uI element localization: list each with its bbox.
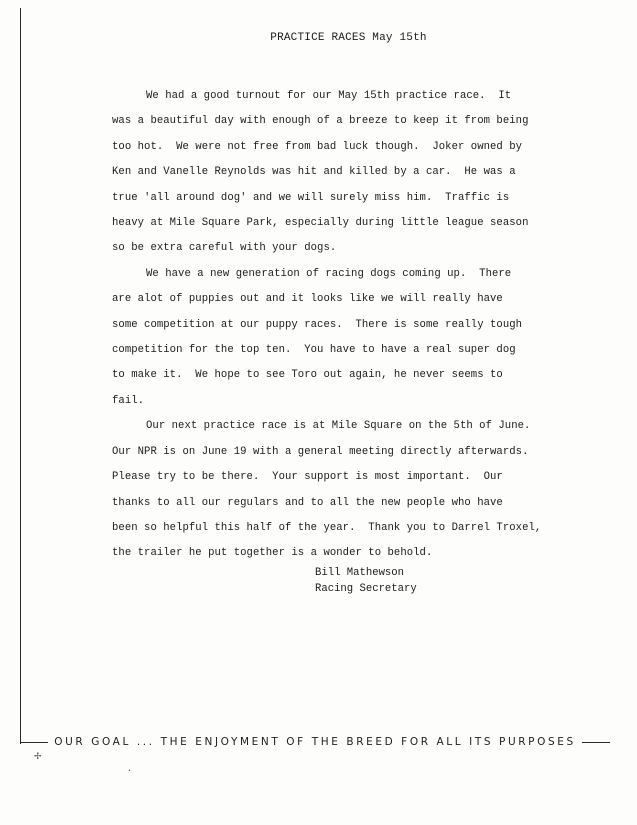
footer-banner <box>20 734 610 750</box>
text-line: are alot of puppies out and it looks like we will really have <box>112 293 503 306</box>
text-line: We had a good turnout for our May 15th practice race. It <box>146 90 512 102</box>
text-line: We have a new generation of racing dogs coming up. There <box>146 267 512 280</box>
page-title: PRACTICE RACES May 15th <box>270 32 427 44</box>
text-line: Our NPR is on June 19 with a general meeting directly afterwards. <box>112 445 529 458</box>
text-line: fail. <box>112 394 145 407</box>
text-line: thanks to all our regulars and to all the new people who have <box>112 496 503 509</box>
paper-speck: • <box>128 768 131 774</box>
text-line: too hot. We were not free from bad luck though. Joker owned by <box>112 140 523 153</box>
text-line: Please try to be there. Your support is most important. Our <box>112 471 503 484</box>
text-line: been so helpful this half of the year. Thank you to Darrel Troxel, <box>112 521 542 534</box>
text-line: Our next practice race is at Mile Square on the 5th of June. <box>146 420 531 433</box>
text-line: the trailer he put together is a wonder to behold. <box>112 547 433 560</box>
text-line: heavy at Mile Square Park, especially during little league season <box>112 217 529 230</box>
signature-name: Bill Mathewson <box>315 567 405 579</box>
left-margin-rule <box>20 8 21 744</box>
text-line: true 'all around dog' and we will surely miss him. Traffic is <box>112 191 510 204</box>
paragraph-2 <box>112 262 632 414</box>
text-line: some competition at our puppy races. There is some really tough <box>112 318 523 331</box>
signature-block <box>315 565 417 597</box>
paragraph-3 <box>112 414 632 566</box>
text-line: was a beautiful day with enough of a breeze to keep it from being <box>112 115 529 128</box>
letter-body <box>112 84 632 567</box>
text-line: so be extra careful with your dogs. <box>112 242 337 255</box>
footer-motto: OUR GOAL ... THE ENJOYMENT OF THE BREED FOR ALL ITS PURPOSES <box>54 736 576 748</box>
text-line: Ken and Vanelle Reynolds was hit and killed by a car. He was a <box>112 166 516 179</box>
signature-role: Racing Secretary <box>315 583 417 595</box>
footer-rule-right <box>582 742 610 743</box>
text-line: to make it. We hope to see Toro out again, he never seems to <box>112 369 503 382</box>
footer-rule-left <box>20 742 48 743</box>
paragraph-1 <box>112 84 632 262</box>
margin-mark: ✢ <box>34 752 42 762</box>
text-line: competition for the top ten. You have to have a real super dog <box>112 344 516 357</box>
